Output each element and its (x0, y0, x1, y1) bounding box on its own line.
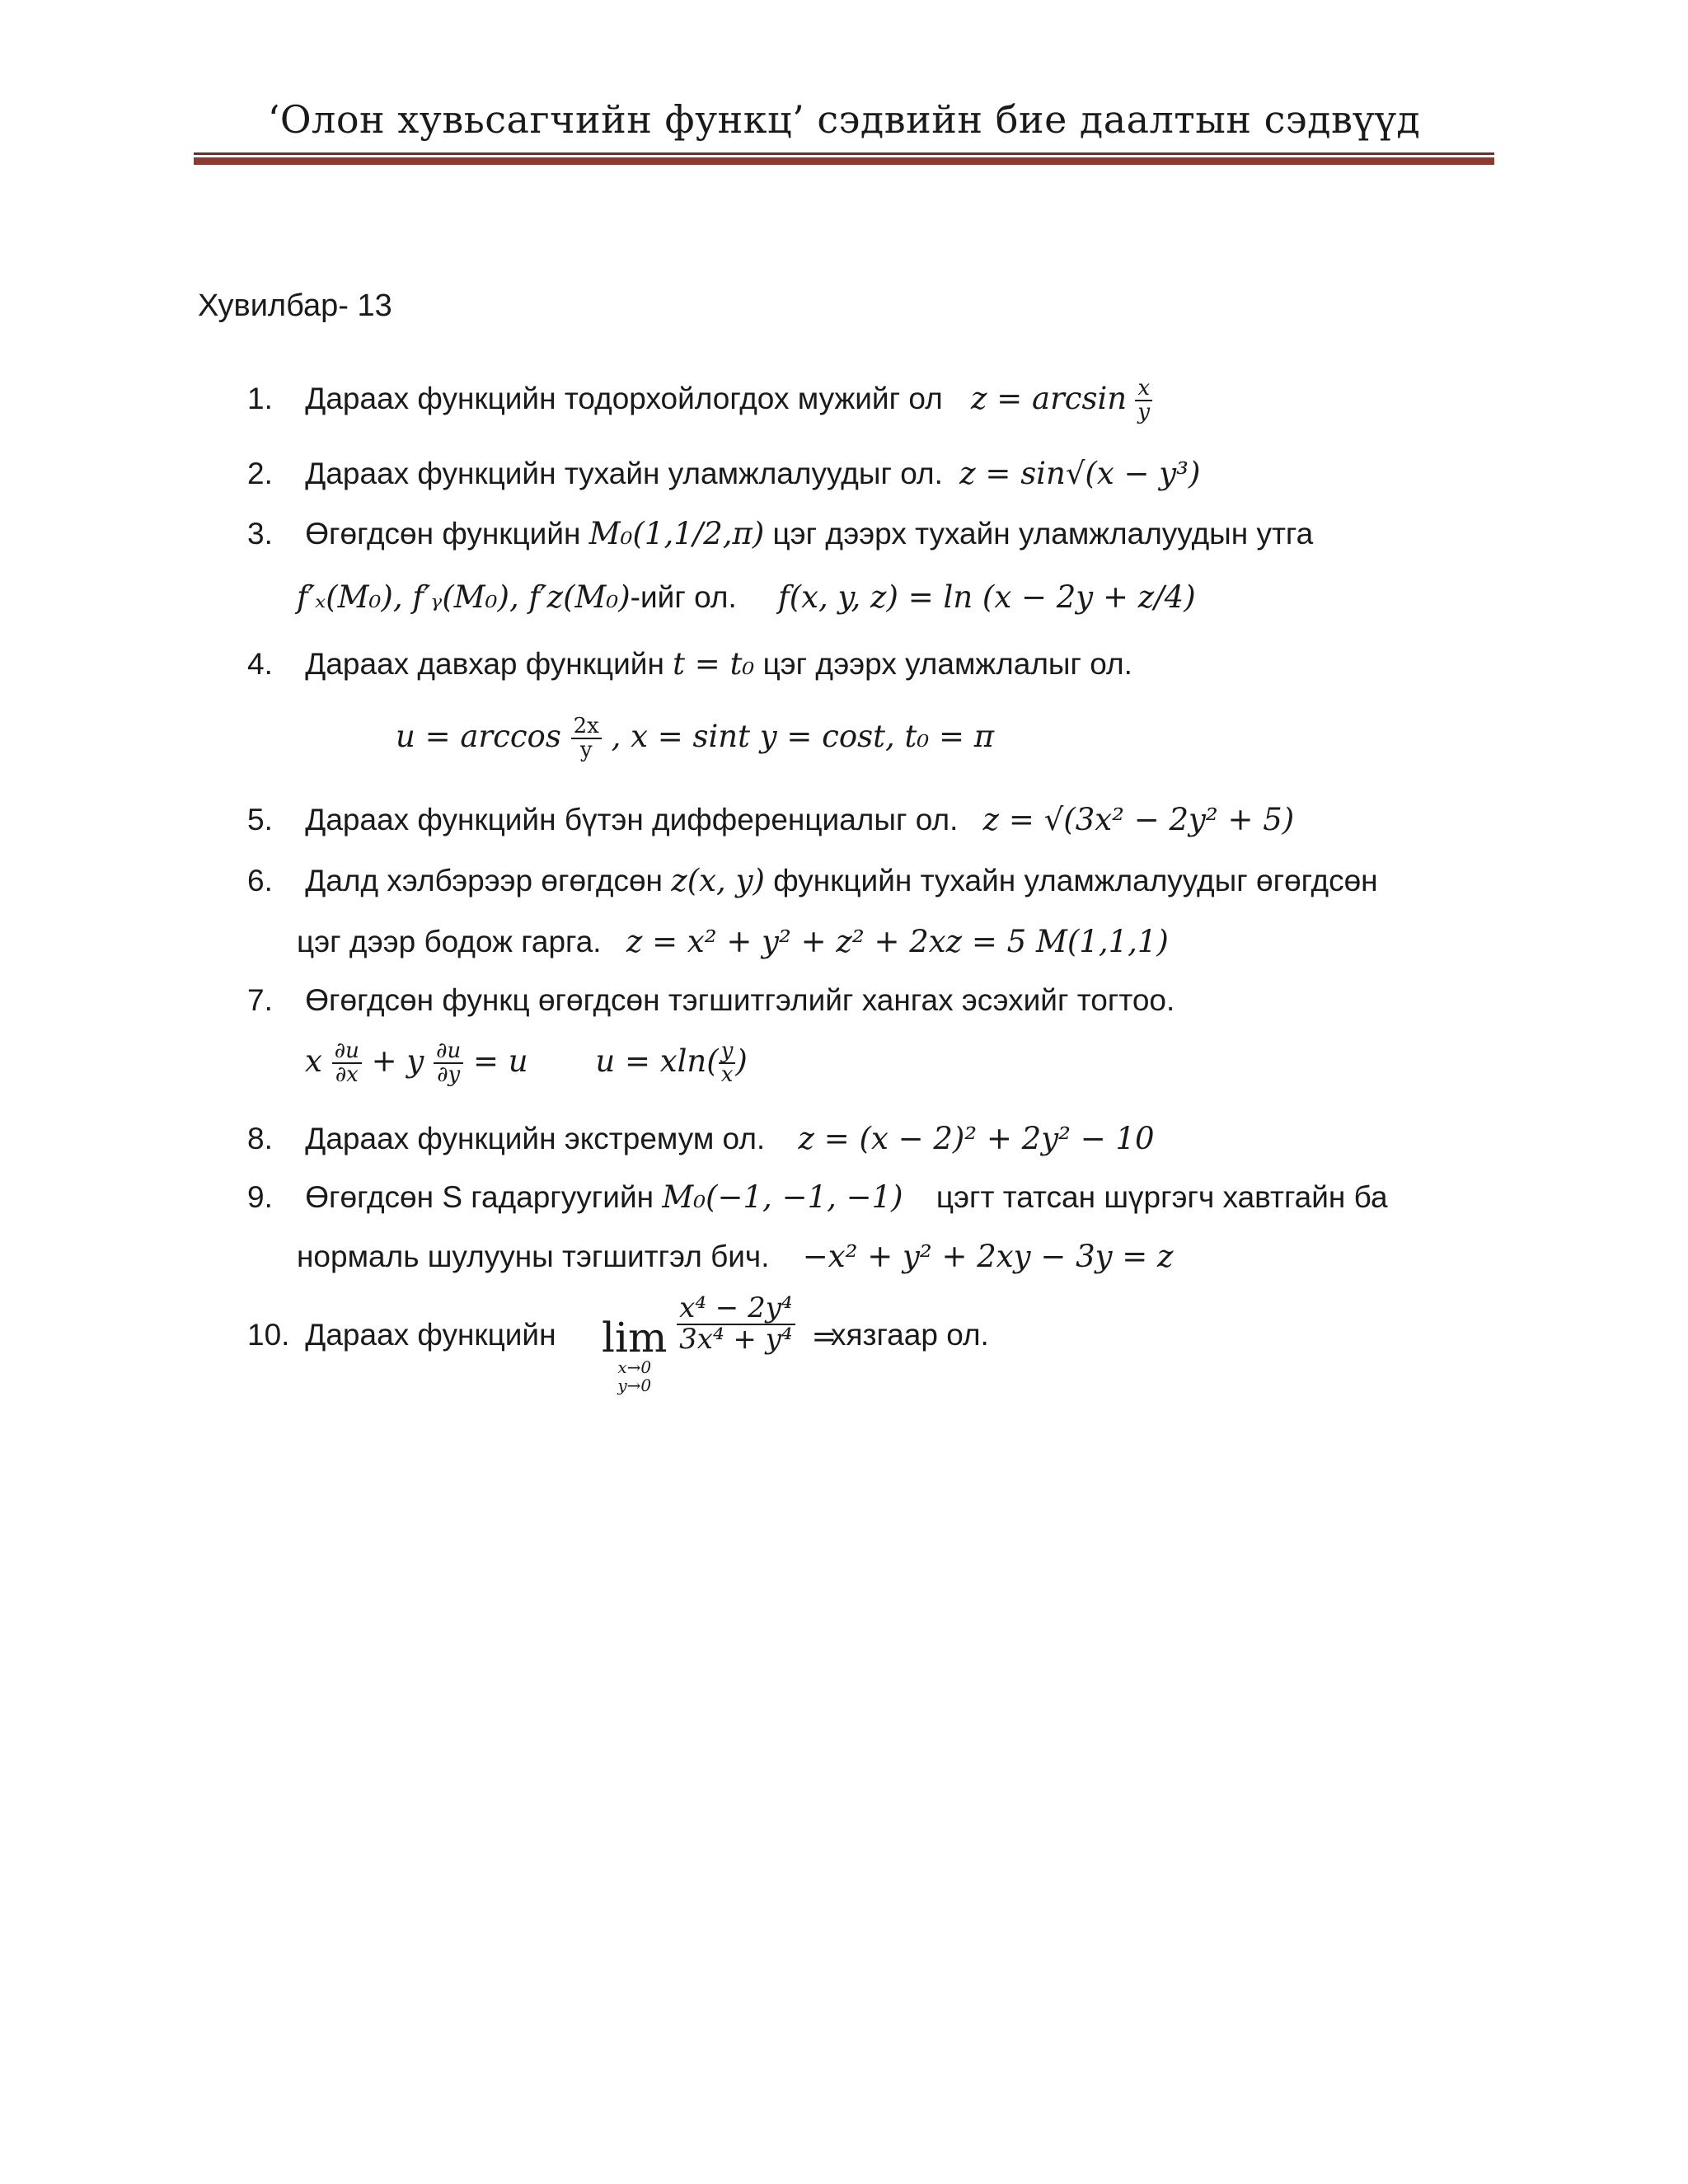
fraction-numerator: x (1135, 377, 1152, 401)
problem-9 (247, 1181, 1388, 1215)
formula-left: u = arccos (396, 718, 561, 754)
problem-text: Өгөгдсөн функц өгөгдсөн тэгшитгэлийг хангах эсэхийг тогтоо. (305, 983, 1175, 1017)
problem-text: Дараах функцийн экстремум ол. (305, 1122, 766, 1155)
problem-text: Дараах функцийн тухайн уламжлалуудыг ол. (305, 457, 943, 490)
problem-3 (247, 518, 1313, 551)
problem-number: 2. (247, 457, 273, 490)
partial-derivatives: f′ₓ(M₀), f′ᵧ(M₀), f′z(M₀) (297, 579, 631, 615)
problem-6 (247, 865, 1378, 898)
fraction-numerator: x⁴ − 2y⁴ (677, 1294, 795, 1325)
problem-text: Өгөгдсөн функцийн (305, 517, 581, 551)
lim-sub-x: x→0 (617, 1357, 652, 1377)
problem-text: Далд хэлбэрээр өгөгдсөн (305, 864, 663, 898)
problem-7 (247, 984, 1175, 1018)
problem-text: Дараах давхар функцийн (305, 647, 664, 681)
partial-u-x (332, 1040, 362, 1087)
fraction-denominator: ∂x (335, 1062, 359, 1088)
point-m0: M₀(1,1/2,π) (588, 516, 765, 551)
problem-text: Өгөгдсөн S гадаргуугийн (305, 1180, 654, 1214)
problem-number: 5. (247, 803, 273, 837)
formula-fraction (571, 715, 602, 762)
problem-5 (247, 804, 1294, 837)
problem-6-continuation (297, 924, 1169, 959)
eq-close-paren: ) (735, 1043, 748, 1079)
lim-sub-y: y→0 (617, 1376, 652, 1395)
fraction-denominator: y (579, 738, 593, 763)
condition-formula: t = t₀ (673, 646, 755, 682)
problem-text: Дараах функцийн бүтэн дифференциалыг ол. (305, 803, 959, 837)
problem-3-continuation (297, 579, 1196, 615)
problem-text: -ийг ол. (630, 580, 737, 614)
problem-number: 4. (247, 647, 273, 681)
problem-number: 10. (247, 1318, 290, 1352)
problem-text-cont: цэгт татсан шүргэгч хавтгайн ба (935, 1180, 1388, 1214)
implicit-function: z(x, y) (671, 863, 765, 898)
problem-text: Дараах функцийн тодорхойлогдох мужийг ол (305, 382, 943, 416)
formula-fraction (1135, 377, 1152, 424)
fraction-denominator: 3x⁴ + y⁴ (679, 1322, 793, 1356)
problem-formula: z = sin√(x − y³) (959, 456, 1201, 491)
problem-2 (247, 457, 1200, 491)
problem-8 (247, 1122, 1155, 1156)
fraction-denominator: y (1137, 400, 1151, 425)
fraction-denominator: ∂y (437, 1062, 461, 1088)
limit-equals: = (811, 1319, 837, 1354)
problem-formula: −x² + y² + 2xy − 3y = z (802, 1239, 1174, 1274)
header-divider (194, 152, 1494, 166)
problem-number: 9. (247, 1180, 273, 1214)
header-divider-thin (194, 152, 1494, 155)
partial-u-y (434, 1040, 463, 1087)
problem-text: нормаль шулууны тэгшитгэл бич. (297, 1240, 770, 1273)
problem-4 (247, 648, 1132, 682)
problem-1 (247, 377, 1152, 424)
variant-label: Хувилбар- 13 (198, 288, 392, 323)
fraction-numerator: 2x (571, 715, 602, 739)
problem-4-formula (396, 715, 994, 762)
fraction-numerator: ∂u (434, 1040, 463, 1064)
problem-10-limit (602, 1291, 837, 1395)
lim-text: lim (602, 1314, 668, 1361)
point-m0: M₀(−1, −1, −1) (662, 1179, 903, 1215)
page-title: ‘Олон хувьсагчийн функц’ сэдвийн бие даалтын сэдвүүд (267, 97, 1421, 142)
eq-plus-y: + y (371, 1043, 424, 1079)
problem-text-cont: цэг дээрх тухайн уламжлалуудын утга (772, 517, 1314, 551)
fraction-denominator: x (720, 1062, 734, 1088)
problem-text-cont: цэг дээрх уламжлалыг ол. (762, 647, 1132, 681)
fraction-numerator: y (719, 1040, 736, 1064)
header-divider-thick (194, 157, 1494, 165)
problem-7-equation (305, 1040, 748, 1087)
problem-number: 6. (247, 864, 273, 898)
problem-10 (247, 1319, 556, 1352)
eq-u-def: u = xln( (595, 1043, 719, 1079)
eq-x: x (305, 1043, 322, 1079)
fraction-numerator: ∂u (332, 1040, 362, 1064)
limit-fraction (677, 1291, 795, 1356)
problem-number: 3. (247, 517, 273, 551)
problem-9-continuation (297, 1239, 1174, 1274)
problem-formula: z = arcsin (971, 381, 1128, 417)
problem-number: 7. (247, 983, 273, 1017)
limit-operator (602, 1294, 667, 1394)
eq-equals-u: = u (473, 1043, 528, 1079)
problem-formula: z = (x − 2)² + 2y² − 10 (798, 1121, 1155, 1156)
problem-10-tail (831, 1319, 989, 1352)
problem-formula: z = x² + y² + z² + 2xz = 5 M(1,1,1) (626, 924, 1169, 959)
formula-right: , x = sint y = cost, t₀ = π (611, 718, 995, 754)
fraction-y-over-x (719, 1040, 736, 1087)
problem-number: 8. (247, 1122, 273, 1155)
function-formula: f(x, y, z) = ln (x − 2y + z/4) (778, 579, 1196, 615)
problem-number: 1. (247, 382, 273, 416)
problem-text: хязгаар ол. (831, 1318, 989, 1352)
problem-text: Дараах функцийн (305, 1318, 556, 1352)
problem-text: цэг дээр бодож гарга. (297, 925, 602, 958)
problem-text-cont: функцийн тухайн уламжлалуудыг өгөгдсөн (773, 864, 1378, 898)
problem-formula: z = √(3x² − 2y² + 5) (982, 802, 1295, 837)
